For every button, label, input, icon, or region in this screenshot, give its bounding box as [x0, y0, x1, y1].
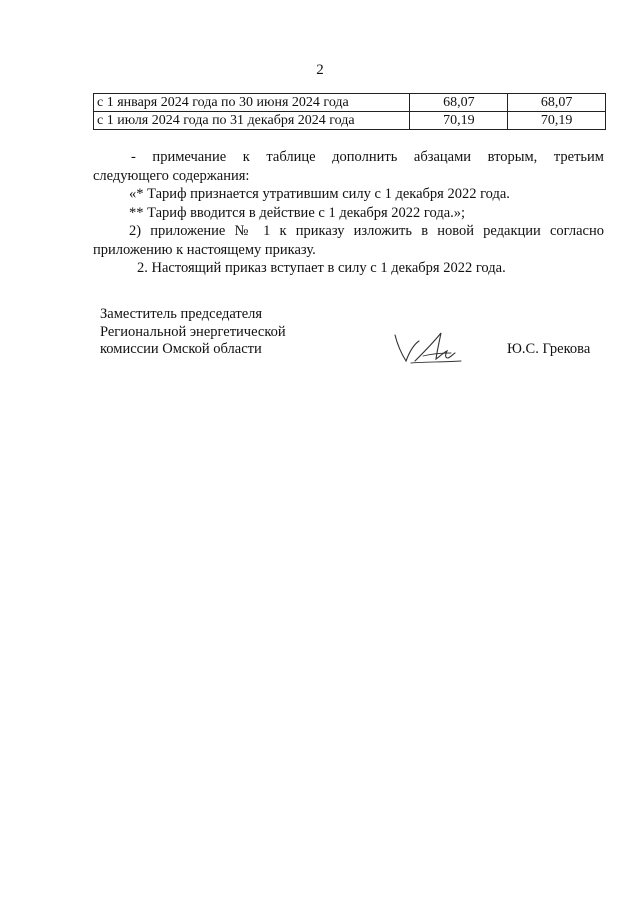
handwritten-signature	[393, 323, 473, 368]
table-cell-period: с 1 июля 2024 года по 31 декабря 2024 года	[94, 112, 410, 130]
paragraph-appendix-line1	[93, 222, 604, 241]
table-cell-value: 70,19	[508, 112, 606, 130]
signature-title-line: комиссии Омской области	[100, 341, 262, 357]
table-cell-value: 68,07	[508, 94, 606, 112]
paragraph-note-line2: следующего содержания:	[93, 167, 250, 184]
paragraph-footnote-2: ** Тариф вводится в действие с 1 декабря 2022 года.»;	[129, 204, 466, 221]
table-cell-value: 70,19	[410, 112, 508, 130]
tariff-table	[93, 93, 606, 130]
paragraph-appendix-line2: приложению к настоящему приказу.	[93, 241, 316, 258]
body-text	[93, 148, 604, 278]
signer-name: Ю.С. Грекова	[507, 341, 591, 357]
signature-title-line: Заместитель председателя	[100, 306, 263, 322]
page-number: 2	[316, 62, 324, 78]
table-row	[94, 112, 606, 130]
paragraph-text: - примечание к таблице дополнить абзацами вторым, третьим	[131, 149, 604, 165]
table-cell-value: 68,07	[410, 94, 508, 112]
table-cell-period: с 1 января 2024 года по 30 июня 2024 года	[94, 94, 410, 112]
signature-title-line: Региональной энергетической	[100, 323, 286, 340]
paragraph-footnote-1: «* Тариф признается утратившим силу с 1 декабря 2022 года.	[129, 186, 510, 202]
paragraph-text: 2) приложение № 1 к приказу изложить в новой редакции согласно	[129, 223, 604, 239]
table-row	[94, 94, 606, 112]
paragraph-effective-date: 2. Настоящий приказ вступает в силу с 1 декабря 2022 года.	[137, 260, 506, 276]
paragraph-note-line1	[93, 148, 604, 167]
signature-title	[100, 306, 310, 359]
